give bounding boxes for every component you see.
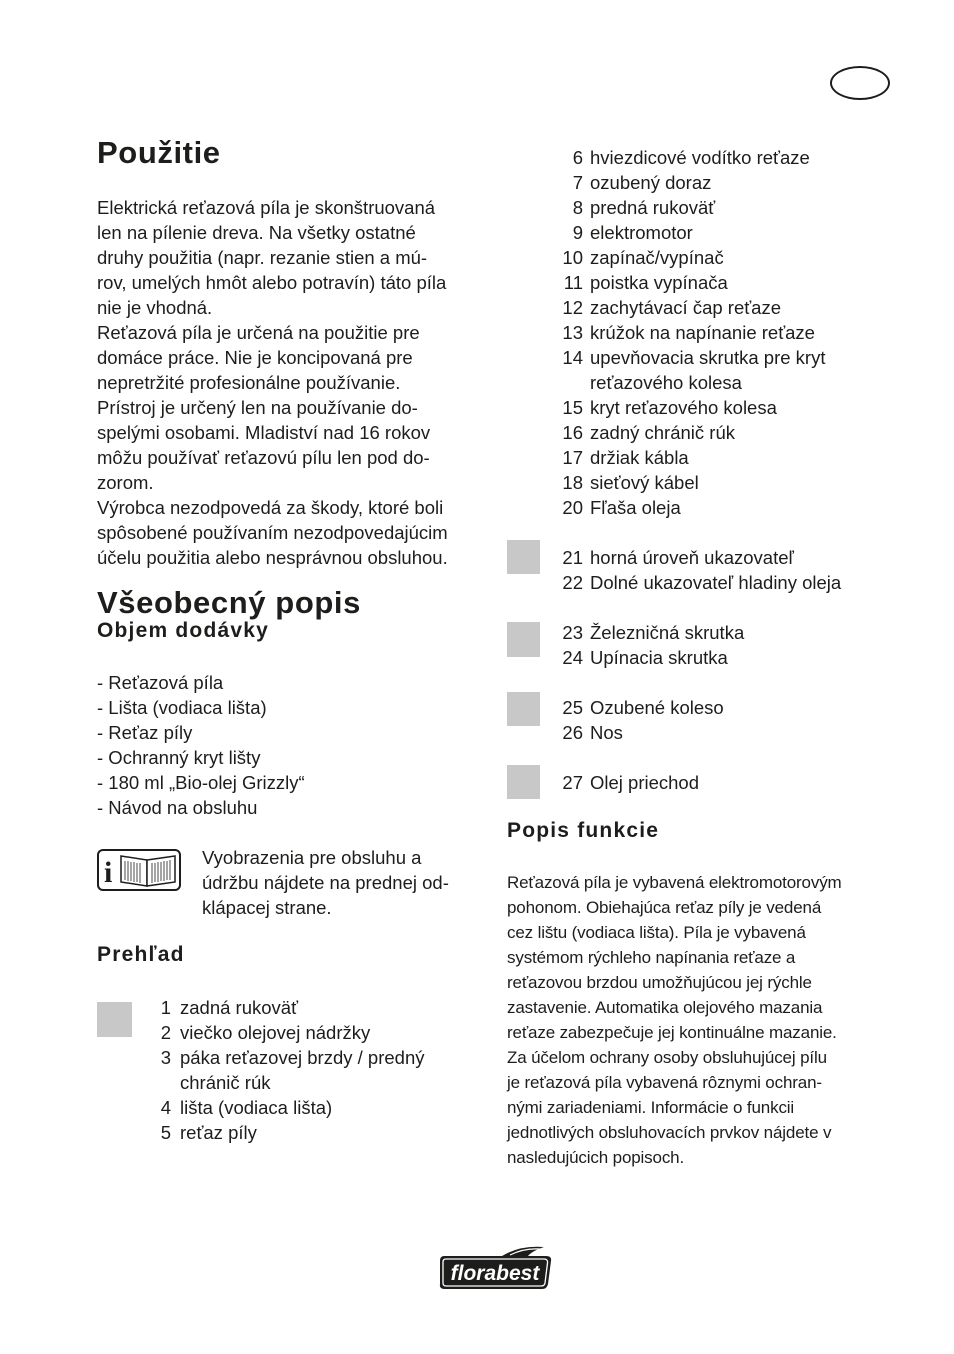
language-code-oval: [830, 66, 890, 100]
overview-item: [550, 545, 841, 570]
figure-marker-box: [507, 622, 540, 657]
text-line: len na pílenie dreva. Na všetky ostatné: [97, 222, 416, 243]
text-line: zorom.: [97, 472, 154, 493]
item-number: 15: [562, 397, 583, 418]
item-number: 1: [160, 997, 171, 1018]
overview-heading: Prehľad: [97, 943, 185, 966]
overview-item: [550, 495, 825, 520]
function-paragraph: [507, 870, 842, 1170]
item-label: Ozubené koleso: [590, 697, 724, 718]
item-number: 8: [572, 197, 583, 218]
overview-item: [155, 1045, 424, 1070]
item-label: zadný chránič rúk: [590, 422, 735, 443]
text-line: domáce práce. Nie je koncipovaná pre: [97, 347, 413, 368]
overview-list-left: [155, 995, 424, 1145]
florabest-logo: [436, 1243, 554, 1291]
item-number: 4: [160, 1097, 171, 1118]
general-description-heading: Všeobecný popis: [97, 585, 361, 620]
figure-marker-box: [97, 1002, 132, 1037]
overview-item: [550, 720, 724, 745]
overview-item: [550, 770, 699, 795]
item-number: 10: [562, 247, 583, 268]
text-line: reťaze zabezpečuje jej kontinuálne mazanie.: [507, 1023, 837, 1042]
item-label: Železničná skrutka: [590, 622, 745, 643]
item-label: Dolné ukazovateľ hladiny oleja: [590, 572, 842, 593]
overview-item: [550, 220, 825, 245]
text-line: Reťazová píla je určená na použitie pre: [97, 322, 420, 343]
item-label: lišta (vodiaca lišta): [180, 1097, 333, 1118]
item-number: 25: [562, 697, 583, 718]
item-label: Nos: [590, 722, 623, 743]
item-label: horná úroveň ukazovateľ: [590, 547, 794, 568]
item-label: ozubený doraz: [590, 172, 712, 193]
overview-item: [155, 1120, 424, 1145]
overview-item: [550, 245, 825, 270]
overview-item-continuation: chránič rúk: [180, 1072, 271, 1093]
text-line: Reťazová píla je vybavená elektromotorovým: [507, 873, 842, 892]
item-number: 9: [572, 222, 583, 243]
overview-item: [550, 620, 744, 645]
item-label: hviezdicové vodítko reťaze: [590, 147, 810, 168]
text-line: reťazovou brzdou umožňujúcou jej rýchle: [507, 973, 812, 992]
item-number: 3: [160, 1047, 171, 1068]
text-line: klápacej strane.: [202, 897, 332, 918]
list-item: - Návod na obsluhu: [97, 797, 258, 818]
item-label: páka reťazovej brzdy / predný: [180, 1047, 425, 1068]
item-label: zapínač/vypínač: [590, 247, 724, 268]
item-number: 13: [562, 322, 583, 343]
item-label: reťaz píly: [180, 1122, 257, 1143]
text-line: spôsobené používaním nezodpovedajúcim: [97, 522, 448, 543]
item-label: Olej priechod: [590, 772, 700, 793]
info-note: [202, 845, 449, 920]
overview-item: [550, 145, 825, 170]
item-number: 20: [562, 497, 583, 518]
overview-item: [550, 195, 825, 220]
overview-item: [550, 570, 841, 595]
item-number: 22: [562, 572, 583, 593]
overview-item-continuation: reťazového kolesa: [590, 372, 742, 393]
text-line: Výrobca nezodpovedá za škody, ktoré boli: [97, 497, 444, 518]
text-line: spelými osobami. Mladiství nad 16 rokov: [97, 422, 431, 443]
list-item: - Reťaz píly: [97, 722, 193, 743]
delivery-list: [97, 670, 305, 820]
item-label: zadná rukoväť: [180, 997, 299, 1018]
text-line: nie je vhodná.: [97, 297, 213, 318]
text-line: zastavenie. Automatika olejového mazania: [507, 998, 823, 1017]
item-label: upevňovacia skrutka pre kryt: [590, 347, 826, 368]
item-number: 26: [562, 722, 583, 743]
overview-group: [550, 620, 744, 670]
item-number: 5: [160, 1122, 171, 1143]
item-number: 11: [563, 272, 583, 293]
text-line: Prístroj je určený len na používanie do-: [97, 397, 418, 418]
item-label: krúžok na napínanie reťaze: [590, 322, 815, 343]
function-heading: Popis funkcie: [507, 819, 660, 842]
text-line: druhy použitia (napr. rezanie stien a mú-: [97, 247, 428, 268]
item-number: 21: [562, 547, 583, 568]
text-line: je reťazová píla vybavená rôznymi ochran-: [507, 1073, 822, 1092]
list-item: - Lišta (vodiaca lišta): [97, 697, 267, 718]
figure-marker-box: [507, 692, 540, 726]
item-number: 24: [562, 647, 583, 668]
overview-item: [550, 320, 825, 345]
delivery-scope-heading: Objem dodávky: [97, 619, 269, 642]
list-item: - Ochranný kryt lišty: [97, 747, 261, 768]
item-label: kryt reťazového kolesa: [590, 397, 777, 418]
overview-item: [155, 1020, 424, 1045]
text-line: pohonom. Obiehajúca reťaz píly je vedená: [507, 898, 822, 917]
item-number: 23: [562, 622, 583, 643]
overview-item: [550, 645, 744, 670]
item-number: 27: [562, 772, 583, 793]
text-line: môžu používať reťazovú pílu len pod do-: [97, 447, 430, 468]
svg-text:i: i: [104, 856, 113, 889]
list-item: - Reťazová píla: [97, 672, 224, 693]
item-label: zachytávací čap reťaze: [590, 297, 782, 318]
item-label: viečko olejovej nádržky: [180, 1022, 371, 1043]
overview-item: [155, 995, 424, 1020]
item-label: predná rukoväť: [590, 197, 716, 218]
text-line: Elektrická reťazová píla je skonštruovaná: [97, 197, 436, 218]
item-number: 2: [160, 1022, 171, 1043]
text-line: Za účelom ochrany osoby obsluhujúcej pílu: [507, 1048, 827, 1067]
overview-item: [550, 695, 724, 720]
overview-item: [550, 395, 825, 420]
figure-marker-box: [507, 540, 540, 574]
text-line: nasledujúcich popisoch.: [507, 1148, 685, 1167]
overview-group: [550, 545, 841, 595]
figure-marker-box: [507, 765, 540, 799]
overview-item: [550, 345, 825, 370]
item-number: 18: [562, 472, 583, 493]
overview-list-right: [550, 145, 825, 520]
item-number: 7: [572, 172, 583, 193]
overview-item: [550, 445, 825, 470]
item-number: 12: [562, 297, 583, 318]
overview-item: [550, 295, 825, 320]
text-line: systémom rýchleho napínania reťaze a: [507, 948, 796, 967]
logo-text: florabest: [450, 1262, 540, 1285]
overview-item: [550, 270, 825, 295]
item-label: sieťový kábel: [590, 472, 699, 493]
text-line: Vyobrazenia pre obsluhu a: [202, 847, 422, 868]
item-label: Fľaša oleja: [590, 497, 681, 518]
text-line: nepretržité profesionálne používanie.: [97, 372, 401, 393]
overview-group: [550, 695, 724, 745]
usage-paragraph: [97, 195, 448, 570]
text-line: jednotlivých obsluhovacích prvkov nájdete v: [507, 1123, 832, 1142]
text-line: cez lištu (vodiaca lišta). Píla je vybavená: [507, 923, 806, 942]
item-number: 17: [562, 447, 583, 468]
overview-item: [155, 1095, 424, 1120]
list-item: - 180 ml „Bio-olej Grizzly“: [97, 772, 305, 793]
text-line: rov, umelých hmôt alebo potravín) táto píla: [97, 272, 447, 293]
item-number: 16: [562, 422, 583, 443]
text-line: účelu použitia alebo nesprávnou obsluhou.: [97, 547, 448, 568]
overview-group: [550, 770, 699, 795]
item-number: 6: [572, 147, 583, 168]
info-manual-icon: [97, 849, 181, 891]
item-label: poistka vypínača: [590, 272, 728, 293]
overview-item: [550, 420, 825, 445]
item-label: držiak kábla: [590, 447, 689, 468]
item-number: 14: [562, 347, 583, 368]
usage-heading: Použitie: [97, 135, 221, 170]
overview-item: [550, 470, 825, 495]
item-label: Upínacia skrutka: [590, 647, 728, 668]
text-line: nými zariadeniami. Informácie o funkcii: [507, 1098, 795, 1117]
item-label: elektromotor: [590, 222, 693, 243]
overview-item: [550, 170, 825, 195]
text-line: údržbu nájdete na prednej od-: [202, 872, 449, 893]
